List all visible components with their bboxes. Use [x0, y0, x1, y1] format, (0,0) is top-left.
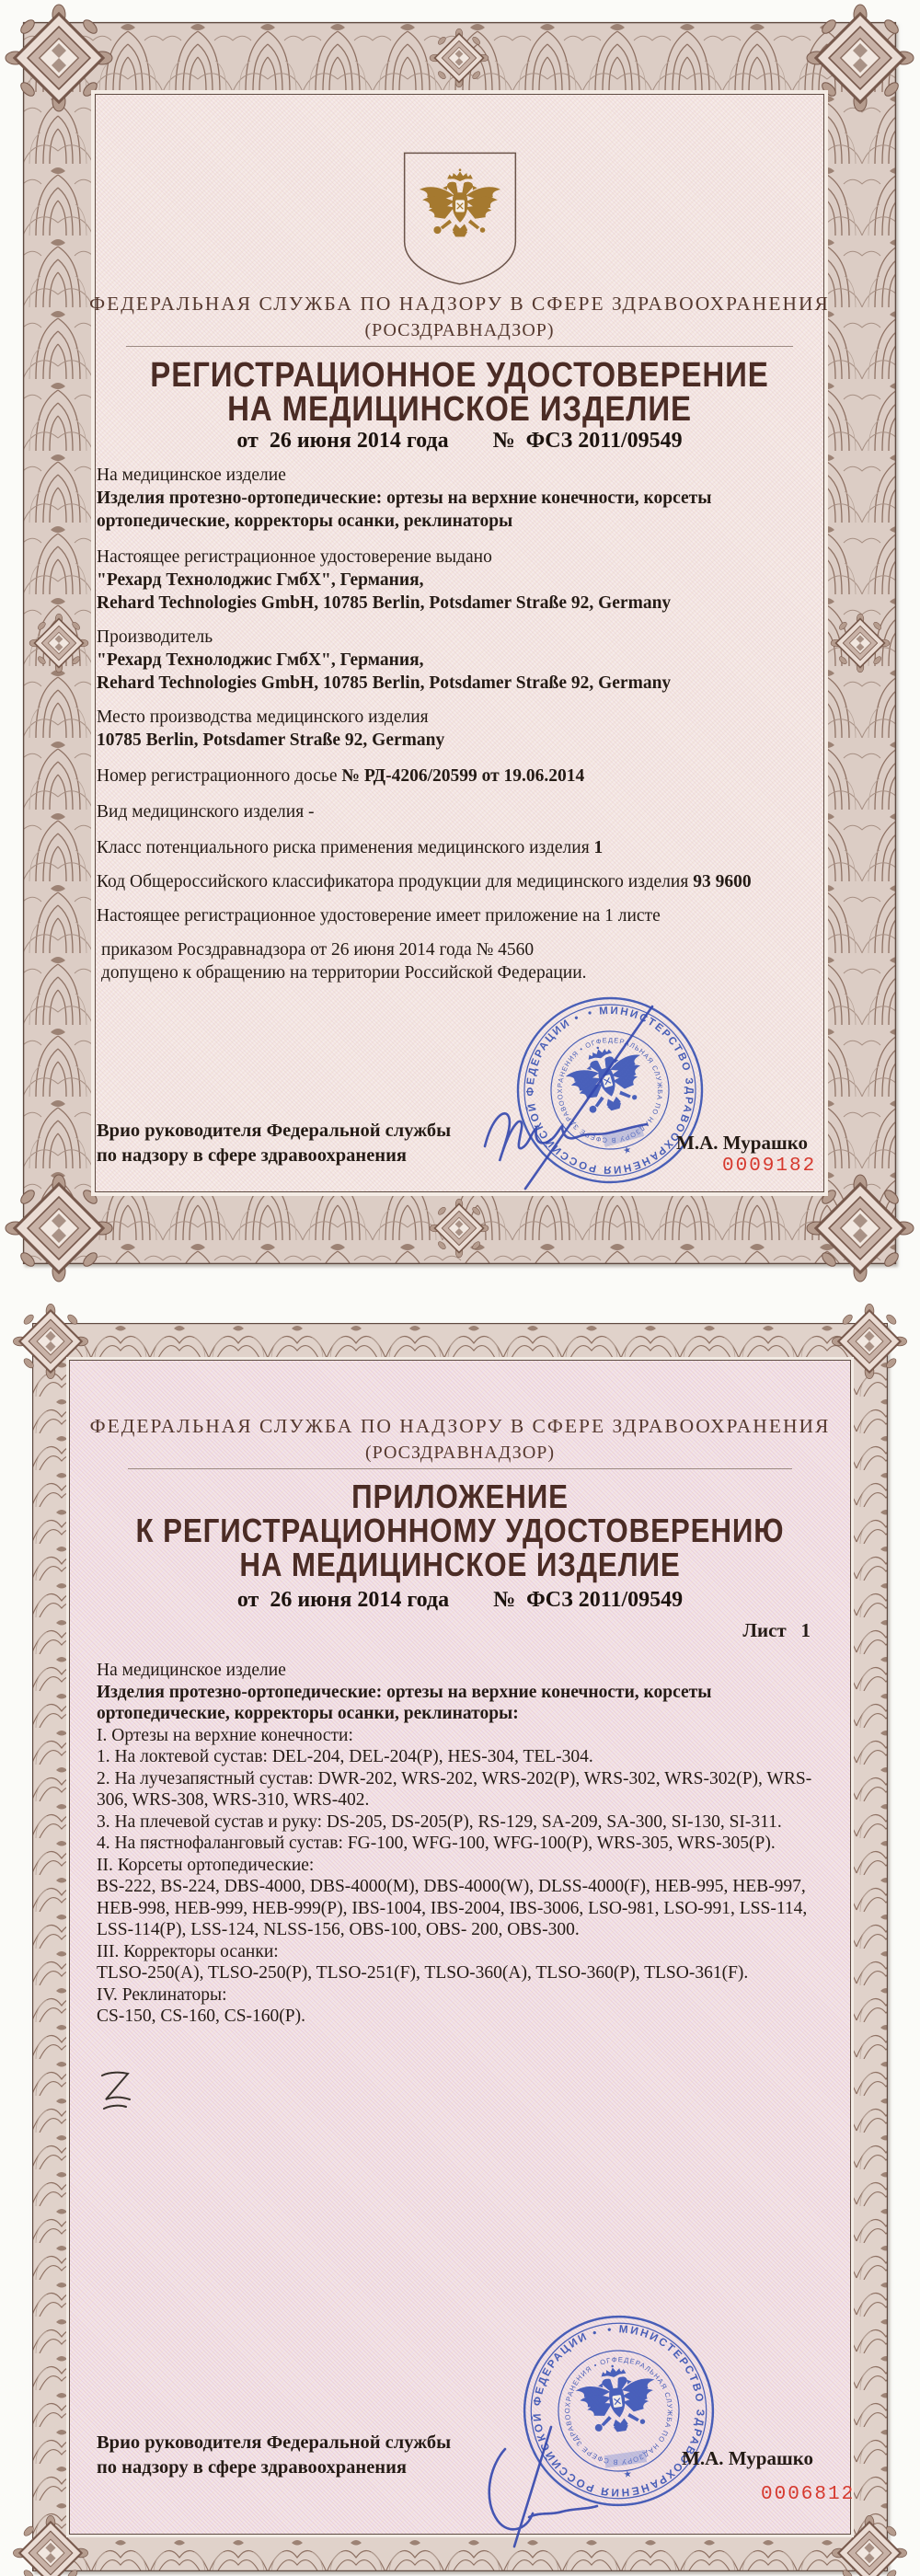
signer-title — [97, 2431, 451, 2480]
risk-class-value: 1 — [593, 838, 604, 857]
issue-date: от 26 июня 2014 года — [236, 1588, 450, 1612]
production-place-value: 10785 Berlin, Potsdamer Straße 92, Germany — [97, 730, 445, 750]
signer-title-line2: по надзору в сфере здравоохранения — [97, 2457, 408, 2478]
section-3-heading: III. Корректоры осанки: — [97, 1941, 279, 1961]
registration-number: № ФСЗ 2011/09549 — [492, 429, 683, 453]
annex-line: Настоящее регистрационное удостоверение имеет приложение на 1 листе — [97, 906, 661, 926]
signer-title — [97, 1119, 451, 1168]
signer-title-line1: Врио руководителя Федеральной службы — [97, 1121, 452, 1141]
form-serial-number: 0006812 — [761, 2484, 856, 2505]
model-list-line: TLSO-250(A), TLSO-250(P), TLSO-251(F), TLSO-360(A), TLSO-360(P), TLSO-361(F). — [97, 1963, 749, 1983]
risk-class-label: Класс потенциального риска применения медицинского изделия — [97, 838, 590, 857]
agency-short-name: (РОСЗДРАВНАДЗОР) — [364, 1443, 556, 1463]
model-list-line: 1. На локтевой сустав: DEL-204, DEL-204(P), HES-304, TEL-304. — [97, 1747, 593, 1766]
order-line-1: приказом Росздравнадзора от 26 июня 2014 года № 4560 — [101, 940, 535, 960]
holder-name-en: Rehard Technologies GmbH, 10785 Berlin, Potsdamer Straße 92, Germany — [97, 593, 672, 613]
russian-coat-of-arms-emblem — [399, 149, 521, 289]
date-and-number-line — [32, 1588, 888, 1613]
manufacturer-name-en: Rehard Technologies GmbH, 10785 Berlin, Potsdamer Straße 92, Germany — [97, 673, 672, 693]
section-2-heading: II. Корсеты ортопедические: — [97, 1855, 315, 1875]
production-place-label: Место производства медицинского изделия — [97, 707, 429, 727]
okp-code-value: 93 9600 — [693, 872, 752, 891]
device-kind-line: Вид медицинского изделия - — [97, 802, 315, 822]
dossier-label: Номер регистрационного досье — [97, 766, 338, 786]
appendix-title-line2: К РЕГИСТРАЦИОННОМУ УДОСТОВЕРЕНИЮ — [135, 1512, 785, 1549]
dossier-value: № РД-4206/20599 от 19.06.2014 — [341, 766, 585, 786]
agency-name: ФЕДЕРАЛЬНАЯ СЛУЖБА ПО НАДЗОРУ В СФЕРЕ ЗДРАВООХРАНЕНИЯ — [89, 1415, 831, 1437]
device-name: Изделия протезно-ортопедические: ортезы на верхние конечности, корсеты ортопедические, корректоры осанки, реклинаторы: — [97, 1682, 712, 1723]
agency-short-name: (РОСЗДРАВНАДЗОР) — [364, 320, 555, 340]
dossier-line — [97, 765, 819, 788]
model-list-line: 4. На пястнофаланговый сустав: FG-100, WFG-100, WFG-100(P), WRS-305, WRS-305(P). — [97, 1834, 776, 1853]
appendix-body — [97, 1660, 823, 2028]
signer-name: М.А. Мурашко — [682, 2447, 814, 2469]
order-line-2: допущено к обращению на территории Российской Федерации. — [101, 963, 587, 983]
appendix-page-2 — [32, 1323, 888, 2571]
section-1-heading: I. Ортезы на верхние конечности: — [97, 1725, 353, 1745]
agency-header — [23, 293, 896, 341]
handwritten-mark — [93, 2068, 137, 2125]
okp-code-label: Код Общероссийского классификатора продукции для медицинского изделия — [97, 872, 689, 891]
signer-name: М.А. Мурашко — [676, 1132, 809, 1154]
divider-line — [128, 1468, 792, 1469]
document-title-line2: НА МЕДИЦИНСКОЕ ИЗДЕЛИЕ — [227, 390, 692, 429]
certificate-body — [97, 464, 819, 984]
device-label: На медицинское изделие — [97, 1661, 286, 1680]
handwritten-signature — [472, 999, 720, 1202]
issued-label: Настоящее регистрационное удостоверение выдано — [97, 547, 492, 567]
sheet-number: Лист 1 — [742, 1619, 811, 1641]
section-4-heading: IV. Реклинаторы: — [97, 1984, 227, 2005]
signer-title-line1: Врио руководителя Федеральной службы — [97, 2432, 452, 2453]
agency-header — [32, 1415, 888, 1464]
agency-name: ФЕДЕРАЛЬНАЯ СЛУЖБА ПО НАДЗОРУ В СФЕРЕ ЗДРАВООХРАНЕНИЯ — [89, 293, 830, 315]
device-name: Изделия протезно-ортопедические: ортезы на верхние конечности, корсеты ортопедические, корректоры осанки, реклинаторы — [97, 489, 712, 531]
form-serial-number: 0009182 — [722, 1156, 817, 1177]
date-and-number-line — [23, 429, 896, 454]
certificate-page-1 — [23, 22, 896, 1264]
model-list-line: CS-150, CS-160, CS-160(P). — [97, 2007, 305, 2026]
device-label: На медицинское изделие — [97, 466, 286, 485]
signer-title-line2: по надзору в сфере здравоохранения — [97, 1145, 408, 1166]
document-title — [23, 356, 896, 429]
model-list-line: 2. На лучезапястный сустав: DWR-202, WRS-202, WRS-202(P), WRS-302, WRS-302(P), WRS-306, WRS-308, WRS-310, WRS-402. — [97, 1768, 812, 1810]
divider-line — [126, 346, 793, 347]
registration-number: № ФСЗ 2011/09549 — [493, 1588, 684, 1612]
manufacturer-label: Производитель — [97, 627, 213, 647]
double-headed-eagle-icon — [419, 168, 500, 236]
risk-class-line — [97, 836, 819, 859]
issue-date: от 26 июня 2014 года — [236, 429, 449, 453]
handwritten-signature — [474, 2409, 676, 2556]
manufacturer-name-ru: "Рехард Технолоджис ГмбХ", Германия, — [97, 650, 424, 670]
model-list-line: 3. На плечевой сустав и руку: DS-205, DS-205(P), RS-129, SA-209, SA-300, SI-130, SI-311. — [97, 1811, 782, 1832]
document-title-line1: РЕГИСТРАЦИОННОЕ УДОСТОВЕРЕНИЕ — [150, 356, 769, 395]
appendix-title-line3: НА МЕДИЦИНСКОЕ ИЗДЕЛИЕ — [239, 1546, 681, 1583]
appendix-title — [32, 1479, 888, 1581]
appendix-title-line1: ПРИЛОЖЕНИЕ — [351, 1478, 569, 1515]
holder-name-ru: "Рехард Технолоджис ГмбХ", Германия, — [97, 570, 424, 590]
okp-code-line — [97, 870, 819, 893]
model-list-line: BS-222, BS-224, DBS-4000, DBS-4000(M), DBS-4000(W), DLSS-4000(F), HEB-995, HEB-997, HEB-998, HEB-999, HEB-999(P), IBS-1004, IBS-2004, IBS-3006, LSO-981, LSO-991, LSS-114, LSS-114(P), LSS-124, NLSS-156, OBS-100, OBS- 200, OBS-300. — [97, 1877, 808, 1939]
